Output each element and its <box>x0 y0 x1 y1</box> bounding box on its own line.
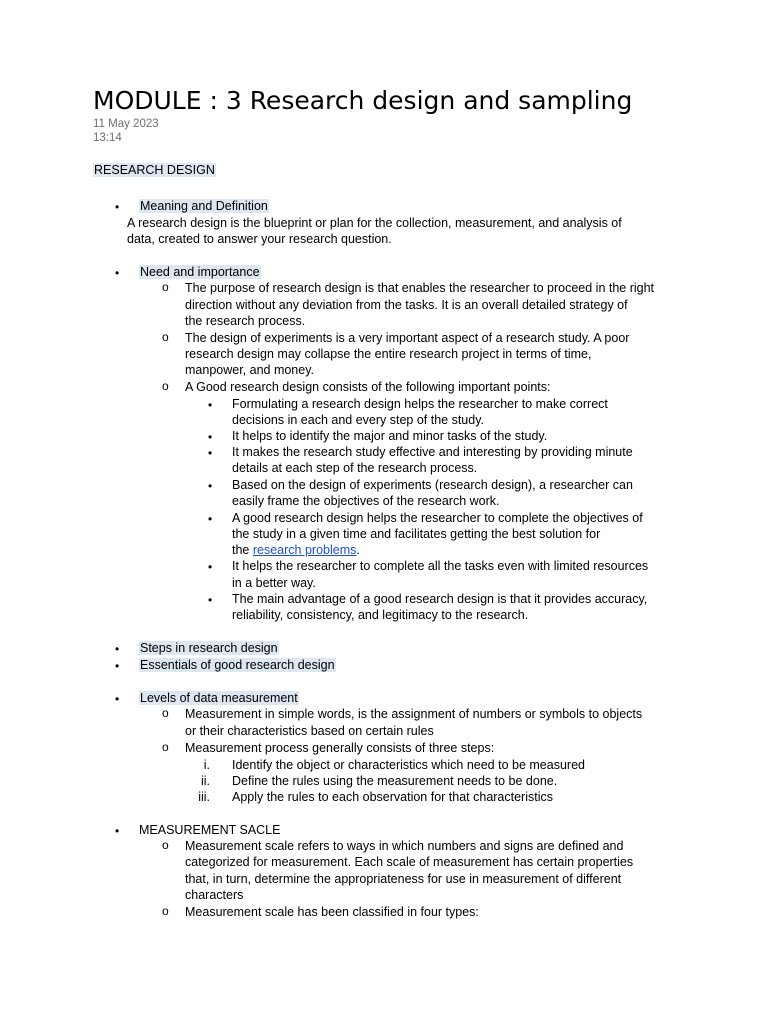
scale-text-line: categorized for measurement. Each scale of measurement has certain properties <box>185 855 634 869</box>
scale-heading: MEASUREMENT SACLE <box>139 823 281 837</box>
steps-heading <box>139 640 279 656</box>
numbered-text-line: Apply the rules to each observation for that characteristics <box>232 790 553 804</box>
need-text-line: The purpose of research design is that enables the researcher to proceed in the right <box>185 281 655 295</box>
point-text-line: details at each step of the research process. <box>232 461 478 475</box>
point-text-line: the study in a given time and facilitates getting the best solution for <box>232 527 601 541</box>
section-heading-text: RESEARCH DESIGN <box>94 163 215 177</box>
point-text-line: reliability, consistency, and legitimacy to the research. <box>232 608 529 622</box>
need-text-line: direction without any deviation from the tasks. It is an overall detailed strategy of <box>185 298 628 312</box>
bullet-icon: • <box>208 430 213 444</box>
need-text-line: the research process. <box>185 314 306 328</box>
bullet-icon: • <box>208 560 213 574</box>
page-title: MODULE : 3 Research design and sampling <box>93 86 633 115</box>
circle-bullet-icon: o <box>162 904 169 918</box>
circle-bullet-icon: o <box>162 740 169 754</box>
bullet-icon: • <box>115 692 120 706</box>
bullet-icon: • <box>115 659 120 673</box>
bullet-icon: • <box>208 446 213 460</box>
numbered-label: i. <box>203 758 210 772</box>
need-heading-text: Need and importance <box>140 265 260 279</box>
circle-bullet-icon: o <box>162 379 169 393</box>
circle-bullet-icon: o <box>162 330 169 344</box>
essentials-heading <box>139 657 336 673</box>
point-text: the <box>232 543 253 557</box>
circle-bullet-icon: o <box>162 706 169 720</box>
scale-text-line: that, in turn, determine the appropriateness for use in measurement of different <box>185 872 622 886</box>
section-heading <box>93 162 216 178</box>
need-text-line: The design of experiments is a very important aspect of a research study. A poor <box>185 331 630 345</box>
point-text-line: It helps the researcher to complete all the tasks even with limited resources <box>232 559 649 573</box>
bullet-icon: • <box>115 824 120 838</box>
point-text-line <box>232 542 360 558</box>
meaning-text-line: data, created to answer your research question. <box>127 232 392 246</box>
point-text-line: The main advantage of a good research design is that it provides accuracy, <box>232 592 648 606</box>
point-text: . <box>356 543 360 557</box>
numbered-text-line: Define the rules using the measurement needs to be done. <box>232 774 558 788</box>
point-text-line: A good research design helps the researcher to complete the objectives of <box>232 511 643 525</box>
levels-text-line: Measurement in simple words, is the assignment of numbers or symbols to objects <box>185 707 643 721</box>
bullet-icon: • <box>208 479 213 493</box>
steps-heading-text: Steps in research design <box>140 641 278 655</box>
numbered-label: iii. <box>198 790 210 804</box>
levels-heading <box>139 690 299 706</box>
numbered-label: ii. <box>200 774 210 788</box>
bullet-icon: • <box>115 642 120 656</box>
point-text-line: in a better way. <box>232 576 316 590</box>
bullet-icon: • <box>115 266 120 280</box>
point-text-line: Formulating a research design helps the researcher to make correct <box>232 397 608 411</box>
essentials-heading-text: Essentials of good research design <box>140 658 335 672</box>
point-text-line: It helps to identify the major and minor tasks of the study. <box>232 429 548 443</box>
circle-bullet-icon: o <box>162 838 169 852</box>
need-heading <box>139 264 261 280</box>
note-date: 11 May 2023 <box>93 118 159 130</box>
bullet-icon: • <box>115 200 120 214</box>
bullet-icon: • <box>208 512 213 526</box>
bullet-icon: • <box>208 398 213 412</box>
point-text-line: decisions in each and every step of the study. <box>232 413 485 427</box>
levels-text-line: Measurement process generally consists of three steps: <box>185 741 495 755</box>
need-text-line: A Good research design consists of the following important points: <box>185 380 551 394</box>
note-time: 13:14 <box>93 132 122 144</box>
point-text-line: It makes the research study effective and interesting by providing minute <box>232 445 633 459</box>
scale-text-line: characters <box>185 888 244 902</box>
levels-heading-text: Levels of data measurement <box>140 691 298 705</box>
scale-text-line: Measurement scale has been classified in four types: <box>185 905 479 919</box>
need-text-line: research design may collapse the entire research project in terms of time, <box>185 347 592 361</box>
meaning-text-line: A research design is the blueprint or plan for the collection, measurement, and analysis of <box>127 216 622 230</box>
meaning-heading <box>139 198 269 214</box>
circle-bullet-icon: o <box>162 280 169 294</box>
numbered-text-line: Identify the object or characteristics which need to be measured <box>232 758 585 772</box>
meaning-heading-text: Meaning and Definition <box>140 199 268 213</box>
bullet-icon: • <box>208 593 213 607</box>
point-text-line: easily frame the objectives of the research work. <box>232 494 500 508</box>
research-problems-link[interactable]: research problems <box>252 543 357 557</box>
scale-text-line: Measurement scale refers to ways in which numbers and signs are defined and <box>185 839 624 853</box>
point-text-line: Based on the design of experiments (research design), a researcher can <box>232 478 633 492</box>
levels-text-line: or their characteristics based on certain rules <box>185 724 434 738</box>
need-text-line: manpower, and money. <box>185 363 315 377</box>
